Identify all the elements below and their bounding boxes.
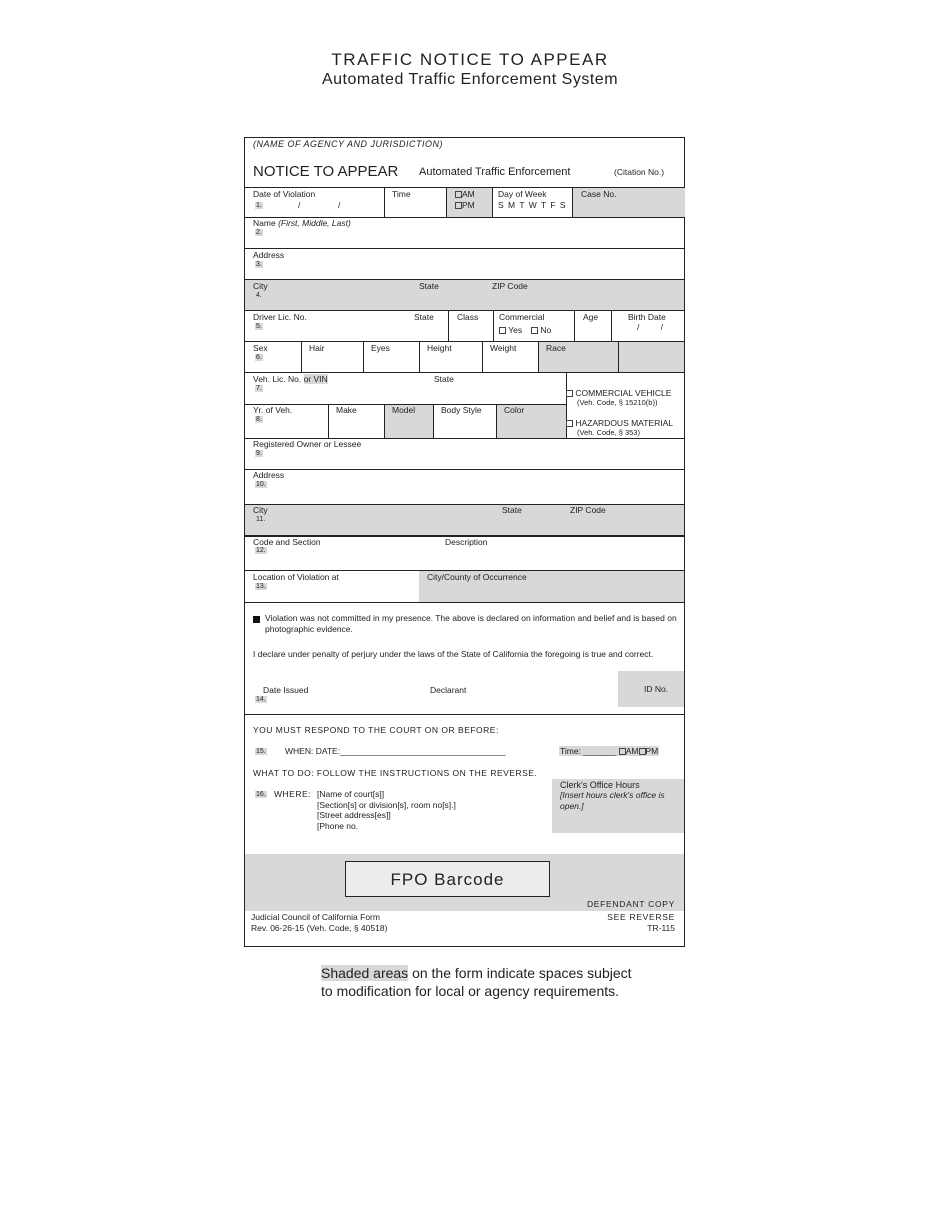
model-label: Model <box>392 405 416 415</box>
commercial-vehicle-option[interactable]: COMMERCIAL VEHICLE <box>566 388 671 398</box>
day-of-week-value: S M T W T F S <box>498 200 567 210</box>
registered-owner-label: Registered Owner or Lessee <box>253 439 362 449</box>
where-court-name: [Name of court[s]] <box>317 789 385 799</box>
commercial-vehicle-checkbox[interactable] <box>566 390 573 397</box>
description-label: Description <box>445 537 488 547</box>
shaded-areas-note: Shaded areas on the form indicate spaces subject to modification for local or agency requirements. <box>321 965 632 999</box>
clerk-hours-body: [Insert hours clerk's office is open.] <box>560 790 665 811</box>
age-label: Age <box>583 312 599 322</box>
revision-label: Rev. 06-26-15 (Veh. Code, § 40518) <box>251 923 388 933</box>
what-to-do-text: WHAT TO DO: FOLLOW THE INSTRUCTIONS ON THE REVERSE. <box>253 768 538 778</box>
location-label: Location of Violation at <box>253 572 339 582</box>
field-number-6: 6. <box>256 354 262 361</box>
body-style-label: Body Style <box>441 405 482 415</box>
commercial-no-option[interactable]: No <box>531 325 551 335</box>
case-no-label: Case No. <box>581 189 617 199</box>
field-number-9: 9. <box>256 450 262 457</box>
vehicle-state-label: State <box>434 374 454 384</box>
declaration-checkbox[interactable] <box>253 616 260 623</box>
field-number-13: 13. <box>256 583 266 590</box>
field-number-8: 8. <box>256 416 262 423</box>
date-slash: / <box>298 200 301 210</box>
date-slash: / <box>338 200 341 210</box>
vehicle-license-label: Veh. Lic. No. or VIN <box>253 374 328 384</box>
clerk-hours-title: Clerk's Office Hours <box>560 780 640 790</box>
field-number-1: 1. <box>256 202 262 209</box>
birth-date-slashes: / / <box>637 322 663 332</box>
page-subtitle: Automated Traffic Enforcement System <box>321 71 619 88</box>
hazardous-material-code: (Veh. Code, § 353) <box>577 428 640 437</box>
eyes-label: Eyes <box>371 343 390 353</box>
date-issued-label: Date Issued <box>263 685 309 695</box>
make-label: Make <box>336 405 357 415</box>
page-title: TRAFFIC NOTICE TO APPEAR <box>331 50 609 69</box>
citation-form <box>244 137 685 947</box>
driver-class-label: Class <box>457 312 479 322</box>
when-date-field[interactable]: WHEN: DATE:___________________________________ <box>285 746 506 756</box>
declarant-label: Declarant <box>430 685 467 695</box>
where-section: [Section[s] or division[s], room no[s].] <box>317 800 456 810</box>
notice-title: NOTICE TO APPEAR <box>253 163 399 180</box>
driver-state-label: State <box>414 312 434 322</box>
city-state-label: State <box>419 281 439 291</box>
where-phone: [Phone no. <box>317 821 359 831</box>
sex-label: Sex <box>253 343 268 353</box>
year-of-vehicle-label: Yr. of Veh. <box>253 405 293 415</box>
am-option[interactable]: AM <box>455 189 475 199</box>
field-number-3: 3. <box>256 261 262 268</box>
agency-label: (NAME OF AGENCY AND JURISDICTION) <box>253 139 444 149</box>
owner-zip-label: ZIP Code <box>570 505 606 515</box>
field-number-2: 2. <box>256 229 262 236</box>
hair-label: Hair <box>309 343 325 353</box>
hazardous-material-checkbox[interactable] <box>566 420 573 427</box>
yes-checkbox[interactable] <box>499 327 506 334</box>
day-of-week-label: Day of Week <box>498 189 547 199</box>
owner-city-label: City <box>253 505 268 515</box>
city-zip-label: ZIP Code <box>492 281 528 291</box>
commercial-vehicle-code: (Veh. Code, § 15210(b)) <box>577 398 658 407</box>
field-number-4: 4. <box>256 292 262 299</box>
driver-license-label: Driver Lic. No. <box>253 312 307 322</box>
perjury-statement: I declare under penalty of perjury under the laws of the State of California the foregoing is true and correct. <box>253 649 654 659</box>
no-checkbox[interactable] <box>531 327 538 334</box>
address-label: Address <box>253 250 285 260</box>
field-number-10: 10. <box>256 481 266 488</box>
pm-checkbox[interactable] <box>455 202 462 209</box>
code-section-label: Code and Section <box>253 537 321 547</box>
field-number-11: 11. <box>256 516 266 523</box>
pm-option[interactable]: PM <box>455 200 475 210</box>
where-label: WHERE: <box>274 789 311 799</box>
owner-state-label: State <box>502 505 522 515</box>
judicial-council-label: Judicial Council of California Form <box>251 912 380 922</box>
respond-heading: YOU MUST RESPOND TO THE COURT ON OR BEFORE: <box>253 725 499 735</box>
field-number-7: 7. <box>256 385 262 392</box>
field-number-15: 15. <box>256 748 266 755</box>
see-reverse-label: SEE REVERSE <box>607 912 675 922</box>
form-number: TR-115 <box>647 923 675 933</box>
date-of-violation-label: Date of Violation <box>253 189 316 199</box>
where-street: [Street address[es]] <box>317 810 391 820</box>
notice-subtitle: Automated Traffic Enforcement <box>419 166 571 178</box>
color-label: Color <box>504 405 525 415</box>
respond-pm-checkbox[interactable] <box>639 748 646 755</box>
city-label: City <box>253 281 268 291</box>
am-checkbox[interactable] <box>455 191 462 198</box>
race-label: Race <box>546 343 566 353</box>
id-no-label: ID No. <box>644 684 669 694</box>
height-label: Height <box>427 343 452 353</box>
field-number-14: 14. <box>256 696 266 703</box>
respond-am-checkbox[interactable] <box>619 748 626 755</box>
hazardous-material-option[interactable]: HAZARDOUS MATERIAL <box>566 418 673 428</box>
field-number-12: 12. <box>256 547 266 554</box>
citation-no-label: (Citation No.) <box>614 167 665 177</box>
declaration-statement: Violation was not committed in my presence. The above is declared on information and belief and is based on photographic evidence. <box>265 613 677 634</box>
field-number-5: 5. <box>256 323 262 330</box>
field-number-16: 16. <box>256 791 266 798</box>
time-field[interactable]: Time: _______ AM PM <box>560 746 659 756</box>
defendant-copy-label: DEFENDANT COPY <box>586 899 675 909</box>
owner-address-label: Address <box>253 470 285 480</box>
name-label: Name (First, Middle, Last) <box>253 218 351 228</box>
time-label: Time <box>392 189 411 199</box>
city-county-label: City/County of Occurrence <box>427 572 527 582</box>
weight-label: Weight <box>490 343 517 353</box>
birth-date-label: Birth Date <box>628 312 666 322</box>
commercial-label: Commercial <box>499 312 545 322</box>
commercial-yes-option[interactable]: Yes <box>499 325 522 335</box>
fpo-barcode: FPO Barcode <box>345 861 550 897</box>
